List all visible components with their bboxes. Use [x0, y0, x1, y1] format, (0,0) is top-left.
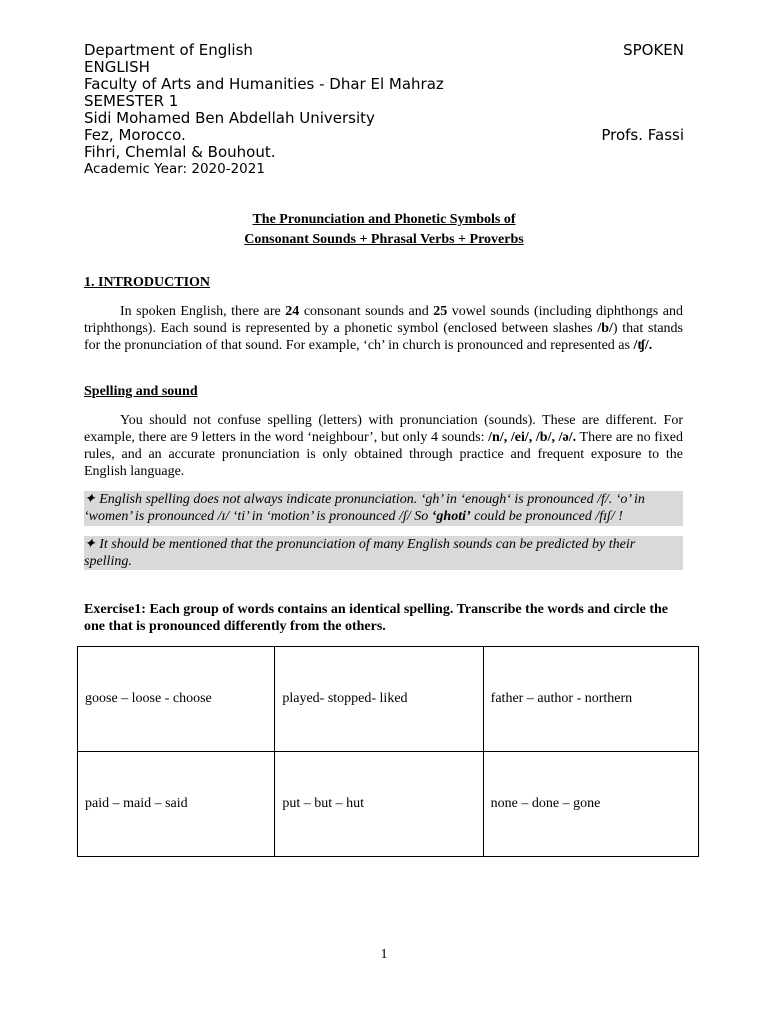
department-label: Department of English [84, 41, 253, 59]
city-label: Fez, Morocco. [84, 126, 186, 144]
header-block [84, 42, 684, 178]
pronunciation-note-box [84, 491, 683, 570]
introduction-paragraph: In spoken English, there are 24 consonant sounds and 25 vowel sounds (including diphthongs and triphthongs). Each sound is represented by a phonetic symbol (enclosed between slashes /b/) that stands for the pronunciation of that sound. For example, ‘ch’ in church is pronounced and represented as /ʧ/. [84, 304, 683, 353]
note-1: ✦ English spelling does not always indicate pronunciation. ‘gh’ in ‘enough‘ is pronounced /f/. ‘o’ in ‘women’ is pronounced /ɪ/ ‘ti’ in ‘motion’ is pronounced /ʃ/ So ‘ghoti’ could be pronounced /fɪʃ/ ! [84, 492, 645, 524]
table-cell: paid – maid – said [78, 752, 275, 857]
document-title [84, 210, 684, 250]
title-line-2: Consonant Sounds + Phrasal Verbs + Proverbs [244, 232, 524, 247]
profs-label-cont: Fihri, Chemlal & Bouhout. [84, 143, 276, 161]
spelling-paragraph: You should not confuse spelling (letters) with pronunciation (sounds). These are different. For example, there are 9 letters in the word ‘neighbour’, but only 4 sounds: /n/, /ei/, /b/, /ə/. There are no fixed rules, and an accurate pronunciation is only obtained through practice and frequent exposure to the English language. [84, 413, 684, 479]
spelling-heading: Spelling and sound [84, 384, 198, 399]
table-cell: put – but – hut [275, 752, 483, 857]
title-line-1: The Pronunciation and Phonetic Symbols of [252, 212, 516, 227]
table-cell: father – author - northern [483, 647, 698, 752]
exercise-table [77, 646, 699, 857]
faculty-label: Faculty of Arts and Humanities - Dhar El Mahraz [84, 75, 444, 93]
table-cell: none – done – gone [483, 752, 698, 857]
introduction-heading: 1. INTRODUCTION [84, 275, 211, 290]
university-label: Sidi Mohamed Ben Abdellah University [84, 109, 375, 127]
course-label-cont: ENGLISH [84, 58, 150, 76]
table-row [78, 752, 699, 857]
exercise-instruction: Exercise1: Each group of words contains an identical spelling. Transcribe the words and circle the one that is pronounced differently from the others. [84, 602, 668, 634]
table-cell: goose – loose - choose [78, 647, 275, 752]
table-cell: played- stopped- liked [275, 647, 483, 752]
page-number: 1 [380, 947, 388, 962]
note-2: ✦ It should be mentioned that the pronunciation of many English sounds can be predicted by their spelling. [84, 537, 636, 569]
course-label: SPOKEN [623, 41, 684, 59]
table-row [78, 647, 699, 752]
semester-label: SEMESTER 1 [84, 92, 179, 110]
academic-year-label: Academic Year: 2020-2021 [84, 161, 265, 177]
profs-label: Profs. Fassi [601, 126, 684, 144]
